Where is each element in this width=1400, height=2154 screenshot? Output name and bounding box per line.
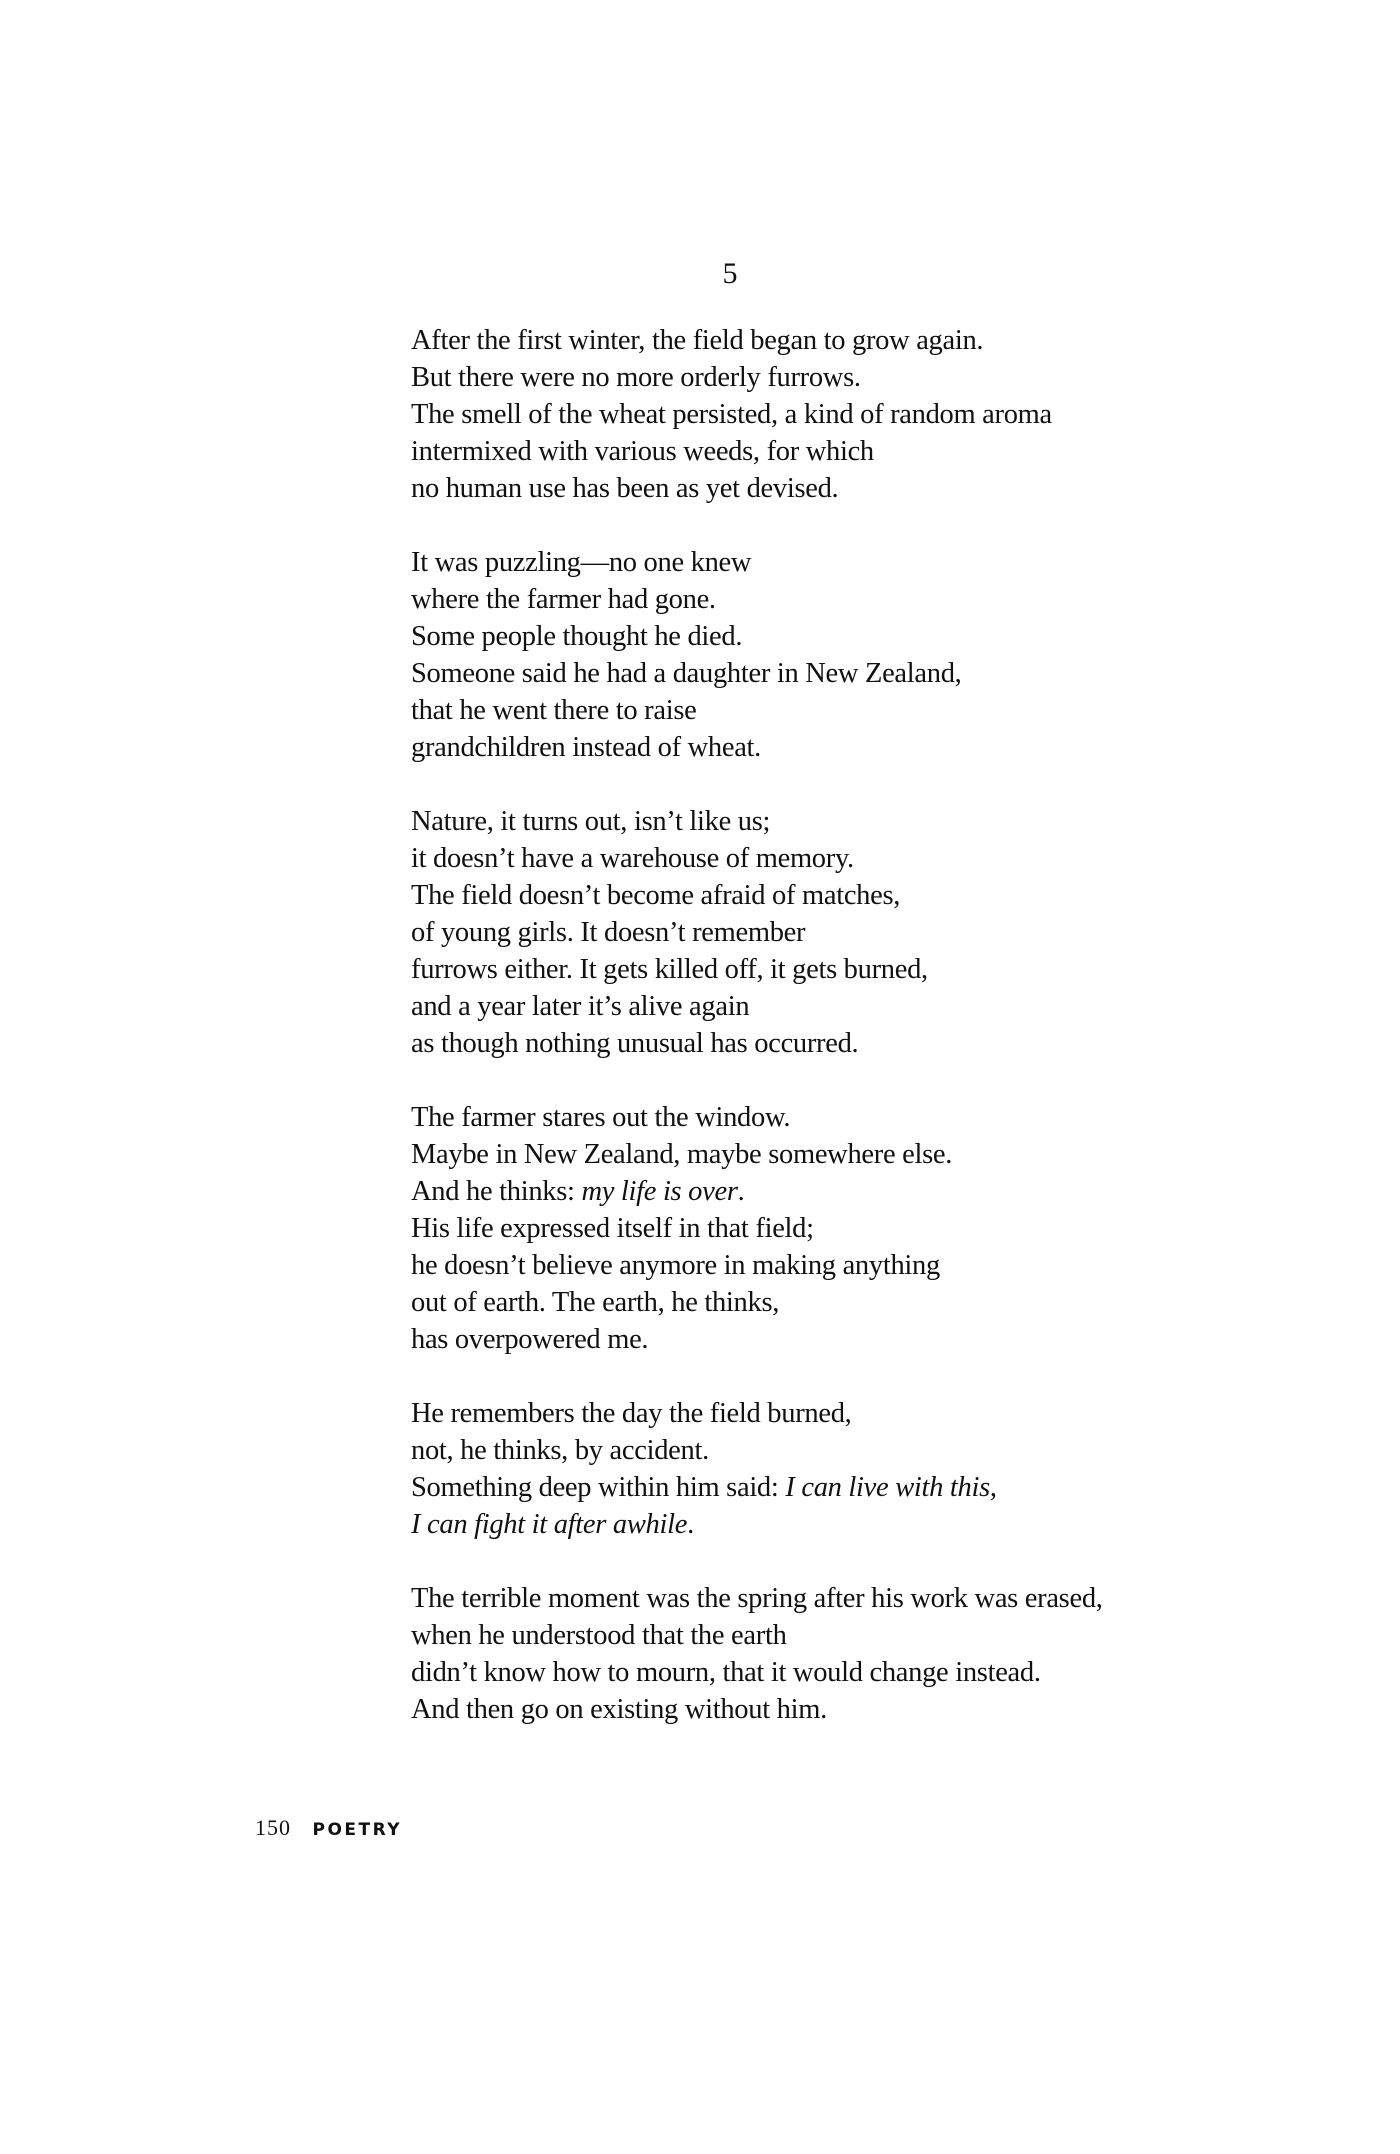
line-punctuation: . (687, 1509, 694, 1540)
poem-line: where the farmer had gone. (411, 584, 716, 615)
poem-line: grandchildren instead of wheat. (411, 732, 761, 763)
poem-line: After the first winter, the field began to grow again. (411, 325, 984, 356)
stanza (411, 1395, 1231, 1543)
poem-line: It was puzzling—no one knew (411, 547, 752, 578)
poem-line: didn’t know how to mourn, that it would change instead. (411, 1657, 1041, 1688)
running-head: POETRY (312, 1820, 403, 1840)
italic-phrase: my life is over (581, 1176, 738, 1207)
stanza (411, 544, 1231, 766)
stanza (411, 1099, 1231, 1358)
poem-line: Someone said he had a daughter in New Zealand, (411, 658, 962, 689)
poem-line: The terrible moment was the spring after his work was erased, (411, 1583, 1103, 1614)
italic-phrase: I can live with this (785, 1472, 990, 1503)
poem-line: when he understood that the earth (411, 1620, 787, 1651)
page-number: 150 (255, 1815, 291, 1840)
poem-line: intermixed with various weeds, for which (411, 436, 874, 467)
poem-line: and a year later it’s alive again (411, 991, 750, 1022)
stanza (411, 803, 1231, 1062)
poem-line: His life expressed itself in that field; (411, 1213, 814, 1244)
line-punctuation: . (737, 1176, 745, 1207)
poem-line: as though nothing unusual has occurred. (411, 1028, 859, 1059)
poem-line: no human use has been as yet devised. (411, 473, 839, 504)
poem-line: The field doesn’t become afraid of matches, (411, 880, 901, 911)
poem-line (411, 1469, 1231, 1506)
poem-line (411, 1173, 1231, 1210)
poem-line: furrows either. It gets killed off, it gets burned, (411, 954, 928, 985)
page-footer (255, 1814, 402, 1844)
poem-line: Nature, it turns out, isn’t like us; (411, 806, 771, 837)
poem-line: that he went there to raise (411, 695, 697, 726)
poem-line: has overpowered me. (411, 1324, 649, 1355)
poem-line: And then go on existing without him. (411, 1694, 827, 1725)
poem-line: But there were no more orderly furrows. (411, 362, 861, 393)
stanza (411, 1580, 1231, 1728)
poem-line: he doesn’t believe anymore in making anything (411, 1250, 940, 1281)
italic-phrase: I can fight it after awhile (411, 1509, 688, 1540)
poem-line: The farmer stares out the window. (411, 1102, 791, 1133)
poem-line: Maybe in New Zealand, maybe somewhere else. (411, 1139, 953, 1170)
stanza (411, 322, 1231, 507)
section-number: 5 (722, 257, 738, 290)
line-text: And he thinks: (411, 1176, 582, 1207)
poem-line: of young girls. It doesn’t remember (411, 917, 806, 948)
poem-line: He remembers the day the field burned, (411, 1398, 852, 1429)
line-punctuation: , (989, 1472, 997, 1503)
poem-line: it doesn’t have a warehouse of memory. (411, 843, 854, 874)
line-text: Something deep within him said: (411, 1472, 786, 1503)
poem-line: The smell of the wheat persisted, a kind of random aroma (411, 399, 1052, 430)
poem-line: not, he thinks, by accident. (411, 1435, 709, 1466)
poem-line (411, 1506, 1231, 1543)
poem-line: out of earth. The earth, he thinks, (411, 1287, 780, 1318)
poem-line: Some people thought he died. (411, 621, 743, 652)
poem-body (411, 322, 1231, 1765)
